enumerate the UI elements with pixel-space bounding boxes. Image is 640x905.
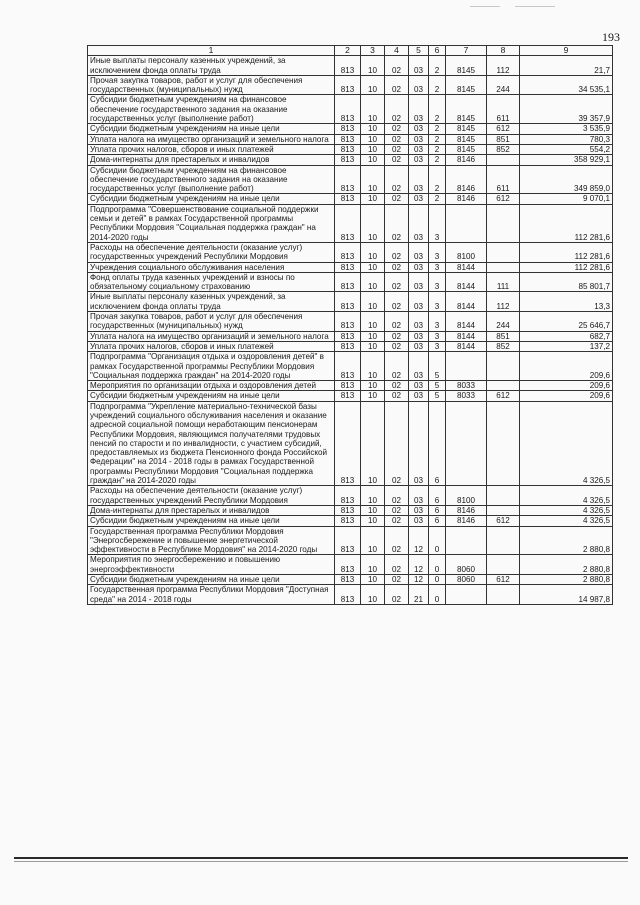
subsection-code-cell: 02 (385, 134, 409, 144)
subprogram-code-cell: 3 (429, 272, 446, 292)
subprogram-code-cell: 5 (429, 381, 446, 391)
section-code-cell: 10 (361, 272, 385, 292)
expense-name-cell: Субсидии бюджетным учреждениям на иные цели (88, 391, 335, 401)
section-code-cell: 10 (361, 262, 385, 272)
subprogram-code-cell: 3 (429, 262, 446, 272)
target-code-cell: 8060 (446, 555, 487, 575)
table-row (88, 391, 613, 401)
program-code-cell: 03 (409, 194, 429, 204)
expense-type-code-cell (487, 262, 520, 272)
subprogram-code-cell: 2 (429, 134, 446, 144)
program-code-cell: 03 (409, 516, 429, 526)
table-row (88, 526, 613, 555)
program-code-cell: 03 (409, 204, 429, 242)
section-code-cell: 10 (361, 56, 385, 76)
expense-name-cell: Фонд оплаты труда казенных учреждений и взносы по обязательному социальному страхованию (88, 272, 335, 292)
amount-cell: 554,2 (520, 144, 613, 154)
program-code-cell: 03 (409, 56, 429, 76)
amount-cell: 209,6 (520, 381, 613, 391)
program-code-cell: 03 (409, 505, 429, 515)
target-code-cell: 8146 (446, 194, 487, 204)
subprogram-code-cell: 2 (429, 75, 446, 95)
expense-name-cell: Подпрограмма "Организация отдыха и оздоровления детей" в рамках Государственной программы Республики Мордовия "Социальная поддержка граждан" на 2014-2020 годы (88, 352, 335, 381)
expense-type-code-cell: 612 (487, 516, 520, 526)
subprogram-code-cell: 0 (429, 575, 446, 585)
subprogram-code-cell: 3 (429, 331, 446, 341)
target-code-cell: 8145 (446, 95, 487, 124)
table-row (88, 124, 613, 134)
table-row (88, 272, 613, 292)
subsection-code-cell: 02 (385, 56, 409, 76)
section-code-cell: 10 (361, 124, 385, 134)
expense-type-code-cell (487, 352, 520, 381)
amount-cell: 780,3 (520, 134, 613, 144)
subprogram-code-cell: 0 (429, 585, 446, 605)
program-code-cell: 03 (409, 391, 429, 401)
subsection-code-cell: 02 (385, 272, 409, 292)
program-code-cell: 03 (409, 75, 429, 95)
target-code-cell: 8145 (446, 134, 487, 144)
table-row (88, 555, 613, 575)
bottom-rule (14, 857, 628, 859)
program-code-cell: 03 (409, 352, 429, 381)
ministry-code-cell: 813 (335, 95, 361, 124)
section-code-cell: 10 (361, 312, 385, 332)
target-code-cell: 8144 (446, 272, 487, 292)
subsection-code-cell: 02 (385, 352, 409, 381)
ministry-code-cell: 813 (335, 486, 361, 506)
program-code-cell: 03 (409, 341, 429, 351)
expense-type-code-cell (487, 381, 520, 391)
target-code-cell: 8100 (446, 242, 487, 262)
amount-cell: 682,7 (520, 331, 613, 341)
section-code-cell: 10 (361, 516, 385, 526)
target-code-cell: 8144 (446, 331, 487, 341)
program-code-cell: 12 (409, 575, 429, 585)
subsection-code-cell: 02 (385, 95, 409, 124)
section-code-cell: 10 (361, 391, 385, 401)
subprogram-code-cell: 3 (429, 341, 446, 351)
ministry-code-cell: 813 (335, 165, 361, 194)
amount-cell: 9 070,1 (520, 194, 613, 204)
program-code-cell: 03 (409, 272, 429, 292)
target-code-cell: 8145 (446, 75, 487, 95)
section-code-cell: 10 (361, 401, 385, 486)
program-code-cell: 03 (409, 124, 429, 134)
expense-name-cell: Дома-интернаты для престарелых и инвалидов (88, 505, 335, 515)
ministry-code-cell: 813 (335, 341, 361, 351)
table-row (88, 292, 613, 312)
subsection-code-cell: 02 (385, 555, 409, 575)
ministry-code-cell: 813 (335, 144, 361, 154)
expense-type-code-cell: 612 (487, 124, 520, 134)
table-row (88, 516, 613, 526)
target-code-cell (446, 526, 487, 555)
amount-cell: 112 281,6 (520, 242, 613, 262)
ministry-code-cell: 813 (335, 134, 361, 144)
amount-cell: 39 357,9 (520, 95, 613, 124)
ministry-code-cell: 813 (335, 352, 361, 381)
amount-cell: 349 859,0 (520, 165, 613, 194)
target-code-cell (446, 585, 487, 605)
subprogram-code-cell: 0 (429, 526, 446, 555)
amount-cell: 112 281,6 (520, 262, 613, 272)
target-code-cell: 8033 (446, 381, 487, 391)
program-code-cell: 03 (409, 401, 429, 486)
amount-cell: 209,6 (520, 391, 613, 401)
ministry-code-cell: 813 (335, 194, 361, 204)
table-row (88, 56, 613, 76)
subprogram-code-cell: 3 (429, 292, 446, 312)
ministry-code-cell: 813 (335, 56, 361, 76)
subprogram-code-cell: 3 (429, 204, 446, 242)
expense-name-cell: Расходы на обеспечение деятельности (оказание услуг) государственных учреждений Республики Мордовия (88, 242, 335, 262)
target-code-cell: 8144 (446, 292, 487, 312)
column-header: 8 (487, 46, 520, 56)
ministry-code-cell: 813 (335, 75, 361, 95)
ministry-code-cell: 813 (335, 381, 361, 391)
section-code-cell: 10 (361, 555, 385, 575)
subsection-code-cell: 02 (385, 341, 409, 351)
section-code-cell: 10 (361, 194, 385, 204)
amount-cell: 21,7 (520, 56, 613, 76)
section-code-cell: 10 (361, 144, 385, 154)
section-code-cell: 10 (361, 242, 385, 262)
target-code-cell: 8145 (446, 124, 487, 134)
amount-cell: 34 535,1 (520, 75, 613, 95)
amount-cell: 2 880,8 (520, 575, 613, 585)
table-row (88, 194, 613, 204)
target-code-cell: 8144 (446, 262, 487, 272)
target-code-cell (446, 401, 487, 486)
table-row (88, 95, 613, 124)
table-row (88, 262, 613, 272)
subsection-code-cell: 02 (385, 75, 409, 95)
ministry-code-cell: 813 (335, 505, 361, 515)
ministry-code-cell: 813 (335, 401, 361, 486)
subsection-code-cell: 02 (385, 401, 409, 486)
subprogram-code-cell: 2 (429, 155, 446, 165)
expense-name-cell: Дома-интернаты для престарелых и инвалидов (88, 155, 335, 165)
expense-name-cell: Субсидии бюджетным учреждениям на финансовое обеспечение государственного задания на оказание государственных услуг (выполнение работ) (88, 165, 335, 194)
column-header: 6 (429, 46, 446, 56)
amount-cell: 358 929,1 (520, 155, 613, 165)
column-header: 5 (409, 46, 429, 56)
expense-type-code-cell: 112 (487, 292, 520, 312)
subsection-code-cell: 02 (385, 486, 409, 506)
section-code-cell: 10 (361, 526, 385, 555)
subsection-code-cell: 02 (385, 204, 409, 242)
expense-name-cell: Учреждения социального обслуживания населения (88, 262, 335, 272)
budget-table (87, 45, 613, 605)
section-code-cell: 10 (361, 165, 385, 194)
target-code-cell: 8033 (446, 391, 487, 401)
amount-cell: 4 326,5 (520, 505, 613, 515)
amount-cell: 4 326,5 (520, 401, 613, 486)
ministry-code-cell: 813 (335, 575, 361, 585)
expense-name-cell: Подпрограмма "Совершенствование социальной поддержки семьи и детей" в рамках Государственной программы Республики Мордовия "Социальная поддержка граждан" на 2014-2020 годы (88, 204, 335, 242)
expense-type-code-cell: 611 (487, 165, 520, 194)
program-code-cell: 03 (409, 331, 429, 341)
table-row (88, 352, 613, 381)
subprogram-code-cell: 6 (429, 516, 446, 526)
section-code-cell: 10 (361, 505, 385, 515)
table-row (88, 331, 613, 341)
program-code-cell: 03 (409, 486, 429, 506)
expense-name-cell: Иные выплаты персоналу казенных учреждений, за исключением фонда оплаты труда (88, 56, 335, 76)
expense-type-code-cell: 612 (487, 194, 520, 204)
program-code-cell: 03 (409, 381, 429, 391)
expense-type-code-cell: 852 (487, 341, 520, 351)
expense-name-cell: Субсидии бюджетным учреждениям на иные цели (88, 194, 335, 204)
section-code-cell: 10 (361, 155, 385, 165)
expense-name-cell: Государственная программа Республики Мордовия "Энергосбережение и повышение энергетической эффективности в Республике Мордовия" на 2014-2020 годы (88, 526, 335, 555)
section-code-cell: 10 (361, 95, 385, 124)
column-header: 2 (335, 46, 361, 56)
bottom-rule (14, 861, 628, 862)
amount-cell: 209,6 (520, 352, 613, 381)
expense-type-code-cell: 611 (487, 95, 520, 124)
table-row (88, 242, 613, 262)
table-row (88, 75, 613, 95)
program-code-cell: 03 (409, 144, 429, 154)
expense-type-code-cell: 852 (487, 144, 520, 154)
subsection-code-cell: 02 (385, 381, 409, 391)
section-code-cell: 10 (361, 486, 385, 506)
expense-type-code-cell: 111 (487, 272, 520, 292)
program-code-cell: 12 (409, 526, 429, 555)
column-header: 4 (385, 46, 409, 56)
ministry-code-cell: 813 (335, 526, 361, 555)
amount-cell: 2 880,8 (520, 555, 613, 575)
ministry-code-cell: 813 (335, 585, 361, 605)
target-code-cell: 8146 (446, 155, 487, 165)
subprogram-code-cell: 2 (429, 144, 446, 154)
subprogram-code-cell: 5 (429, 391, 446, 401)
expense-name-cell: Расходы на обеспечение деятельности (оказание услуг) государственных учреждений Республики Мордовия (88, 486, 335, 506)
header-row (88, 46, 613, 56)
target-code-cell: 8146 (446, 165, 487, 194)
target-code-cell: 8145 (446, 144, 487, 154)
subprogram-code-cell: 3 (429, 242, 446, 262)
section-code-cell: 10 (361, 575, 385, 585)
expense-type-code-cell: 244 (487, 312, 520, 332)
table-body (88, 46, 613, 605)
program-code-cell: 03 (409, 242, 429, 262)
expense-type-code-cell (487, 204, 520, 242)
expense-name-cell: Подпрограмма "Укрепление материально-технической базы учреждений социального обслуживания населения и оказание адресной социальной помощи неработающим пенсионерам Республики Мордовия, являющимся получателями трудовых пенсий по старости и по инвалидности, с участием субсидий, предоставляемых из бюджета Пенсионного фонда Российской Федерации" на 2014 - 2018 годы в рамках Государственной программы Республики Мордовия "Социальная поддержка граждан" на 2014-2020 годы (88, 401, 335, 486)
expense-type-code-cell: 612 (487, 391, 520, 401)
expense-name-cell: Субсидии бюджетным учреждениям на иные цели (88, 516, 335, 526)
amount-cell: 4 326,5 (520, 486, 613, 506)
expense-name-cell: Мероприятия по энергосбережению и повышению энергоэффективности (88, 555, 335, 575)
subsection-code-cell: 02 (385, 242, 409, 262)
program-code-cell: 03 (409, 165, 429, 194)
program-code-cell: 03 (409, 155, 429, 165)
scan-mark (515, 6, 555, 7)
subsection-code-cell: 02 (385, 331, 409, 341)
table-row (88, 134, 613, 144)
table-row (88, 165, 613, 194)
expense-type-code-cell (487, 555, 520, 575)
expense-type-code-cell: 244 (487, 75, 520, 95)
subprogram-code-cell: 6 (429, 505, 446, 515)
section-code-cell: 10 (361, 341, 385, 351)
program-code-cell: 03 (409, 95, 429, 124)
table-row (88, 401, 613, 486)
expense-name-cell: Государственная программа Республики Мордовия "Доступная среда" на 2014 - 2018 годы (88, 585, 335, 605)
subsection-code-cell: 02 (385, 526, 409, 555)
section-code-cell: 10 (361, 381, 385, 391)
program-code-cell: 03 (409, 292, 429, 312)
expense-type-code-cell: 851 (487, 331, 520, 341)
scan-mark (470, 6, 500, 7)
expense-name-cell: Мероприятия по организации отдыха и оздоровления детей (88, 381, 335, 391)
program-code-cell: 03 (409, 134, 429, 144)
section-code-cell: 10 (361, 352, 385, 381)
subsection-code-cell: 02 (385, 516, 409, 526)
expense-type-code-cell (487, 486, 520, 506)
amount-cell: 112 281,6 (520, 204, 613, 242)
target-code-cell: 8060 (446, 575, 487, 585)
target-code-cell (446, 352, 487, 381)
table-row (88, 312, 613, 332)
amount-cell: 137,2 (520, 341, 613, 351)
expense-type-code-cell: 112 (487, 56, 520, 76)
target-code-cell: 8144 (446, 312, 487, 332)
section-code-cell: 10 (361, 585, 385, 605)
subsection-code-cell: 02 (385, 165, 409, 194)
program-code-cell: 21 (409, 585, 429, 605)
program-code-cell: 03 (409, 312, 429, 332)
subprogram-code-cell: 2 (429, 165, 446, 194)
table-row (88, 585, 613, 605)
subprogram-code-cell: 5 (429, 352, 446, 381)
ministry-code-cell: 813 (335, 292, 361, 312)
amount-cell: 13,3 (520, 292, 613, 312)
table-row (88, 505, 613, 515)
ministry-code-cell: 813 (335, 555, 361, 575)
subsection-code-cell: 02 (385, 585, 409, 605)
table-row (88, 381, 613, 391)
expense-name-cell: Прочая закупка товаров, работ и услуг для обеспечения государственных (муниципальных) нужд (88, 312, 335, 332)
ministry-code-cell: 813 (335, 272, 361, 292)
expense-name-cell: Уплата налога на имущество организаций и земельного налога (88, 331, 335, 341)
ministry-code-cell: 813 (335, 124, 361, 134)
subprogram-code-cell: 2 (429, 194, 446, 204)
program-code-cell: 03 (409, 262, 429, 272)
expense-type-code-cell (487, 242, 520, 262)
ministry-code-cell: 813 (335, 155, 361, 165)
expense-name-cell: Субсидии бюджетным учреждениям на иные цели (88, 124, 335, 134)
subsection-code-cell: 02 (385, 312, 409, 332)
target-code-cell: 8145 (446, 56, 487, 76)
expense-type-code-cell (487, 505, 520, 515)
expense-name-cell: Субсидии бюджетным учреждениям на иные цели (88, 575, 335, 585)
section-code-cell: 10 (361, 134, 385, 144)
expense-type-code-cell (487, 585, 520, 605)
target-code-cell: 8144 (446, 341, 487, 351)
subsection-code-cell: 02 (385, 391, 409, 401)
amount-cell: 85 801,7 (520, 272, 613, 292)
program-code-cell: 12 (409, 555, 429, 575)
subprogram-code-cell: 0 (429, 555, 446, 575)
expense-type-code-cell (487, 155, 520, 165)
table-row (88, 144, 613, 154)
expense-name-cell: Прочая закупка товаров, работ и услуг для обеспечения государственных (муниципальных) нужд (88, 75, 335, 95)
subsection-code-cell: 02 (385, 505, 409, 515)
table-row (88, 575, 613, 585)
target-code-cell: 8146 (446, 505, 487, 515)
subsection-code-cell: 02 (385, 292, 409, 312)
expense-name-cell: Субсидии бюджетным учреждениям на финансовое обеспечение государственного задания на оказание государственных услуг (выполнение работ) (88, 95, 335, 124)
expense-type-code-cell (487, 526, 520, 555)
subsection-code-cell: 02 (385, 262, 409, 272)
table-row (88, 486, 613, 506)
target-code-cell (446, 204, 487, 242)
subsection-code-cell: 02 (385, 155, 409, 165)
amount-cell: 2 880,8 (520, 526, 613, 555)
table-row (88, 155, 613, 165)
ministry-code-cell: 813 (335, 391, 361, 401)
expense-type-code-cell: 851 (487, 134, 520, 144)
ministry-code-cell: 813 (335, 262, 361, 272)
ministry-code-cell: 813 (335, 204, 361, 242)
target-code-cell: 8146 (446, 516, 487, 526)
amount-cell: 25 646,7 (520, 312, 613, 332)
target-code-cell: 8100 (446, 486, 487, 506)
table-row (88, 204, 613, 242)
section-code-cell: 10 (361, 204, 385, 242)
ministry-code-cell: 813 (335, 516, 361, 526)
subprogram-code-cell: 2 (429, 124, 446, 134)
expense-name-cell: Уплата налога на имущество организаций и земельного налога (88, 134, 335, 144)
page-number: 193 (602, 30, 620, 44)
amount-cell: 4 326,5 (520, 516, 613, 526)
section-code-cell: 10 (361, 75, 385, 95)
expense-name-cell: Уплата прочих налогов, сборов и иных платежей (88, 144, 335, 154)
column-header: 3 (361, 46, 385, 56)
table-row (88, 341, 613, 351)
ministry-code-cell: 813 (335, 331, 361, 341)
section-code-cell: 10 (361, 331, 385, 341)
ministry-code-cell: 813 (335, 242, 361, 262)
subprogram-code-cell: 2 (429, 95, 446, 124)
subsection-code-cell: 02 (385, 575, 409, 585)
expense-name-cell: Иные выплаты персоналу казенных учреждений, за исключением фонда оплаты труда (88, 292, 335, 312)
subprogram-code-cell: 2 (429, 56, 446, 76)
amount-cell: 14 987,8 (520, 585, 613, 605)
expense-type-code-cell: 612 (487, 575, 520, 585)
expense-type-code-cell (487, 401, 520, 486)
section-code-cell: 10 (361, 292, 385, 312)
subprogram-code-cell: 6 (429, 401, 446, 486)
column-header: 1 (88, 46, 335, 56)
subsection-code-cell: 02 (385, 124, 409, 134)
subsection-code-cell: 02 (385, 144, 409, 154)
column-header: 7 (446, 46, 487, 56)
expense-name-cell: Уплата прочих налогов, сборов и иных платежей (88, 341, 335, 351)
amount-cell: 3 535,9 (520, 124, 613, 134)
subprogram-code-cell: 6 (429, 486, 446, 506)
subprogram-code-cell: 3 (429, 312, 446, 332)
column-header: 9 (520, 46, 613, 56)
subsection-code-cell: 02 (385, 194, 409, 204)
ministry-code-cell: 813 (335, 312, 361, 332)
